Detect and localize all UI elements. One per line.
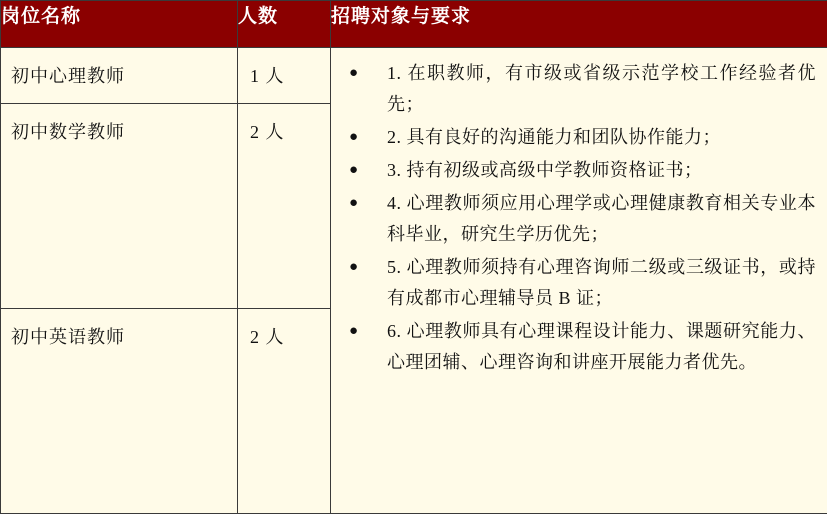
cell-count-english: 2 人 (238, 309, 331, 514)
bullet-icon: ● (349, 65, 359, 81)
table-row (1, 48, 827, 104)
list-item (341, 155, 816, 186)
cell-requirements (331, 48, 827, 514)
cell-post-math: 初中数学教师 (1, 104, 238, 309)
list-item (341, 252, 816, 314)
list-item-text: 5. 心理教师须持有心理咨询师二级或三级证书，或持有成都市心理辅导员 B 证； (387, 257, 816, 308)
list-item (341, 58, 816, 120)
bullet-icon: ● (349, 323, 359, 339)
list-item-text: 6. 心理教师具有心理课程设计能力、课题研究能力、心理团辅、心理咨询和讲座开展能力者优先。 (387, 321, 816, 372)
bullet-icon: ● (349, 129, 359, 145)
cell-post-english: 初中英语教师 (1, 309, 238, 514)
header-row (1, 1, 827, 48)
header-requirements: 招聘对象与要求 (331, 1, 827, 48)
table-body (1, 48, 827, 514)
list-item (341, 316, 816, 378)
cell-post-psychology: 初中心理教师 (1, 48, 238, 104)
bullet-icon: ● (349, 195, 359, 211)
list-item-text: 2. 具有良好的沟通能力和团队协作能力； (387, 127, 721, 147)
list-item-text: 4. 心理教师须应用心理学或心理健康教育相关专业本科毕业，研究生学历优先； (387, 193, 816, 244)
cell-count-psychology: 1 人 (238, 48, 331, 104)
cell-count-math: 2 人 (238, 104, 331, 309)
list-item (341, 122, 816, 153)
table-header (1, 1, 827, 48)
header-count: 人数 (238, 1, 331, 48)
bullet-icon: ● (349, 162, 359, 178)
list-item-text: 3. 持有初级或高级中学教师资格证书； (387, 160, 703, 180)
list-item (341, 188, 816, 250)
header-post: 岗位名称 (1, 1, 238, 48)
list-item-text: 1. 在职教师，有市级或省级示范学校工作经验者优先； (387, 63, 816, 114)
bullet-icon: ● (349, 259, 359, 275)
requirements-list (341, 58, 816, 378)
